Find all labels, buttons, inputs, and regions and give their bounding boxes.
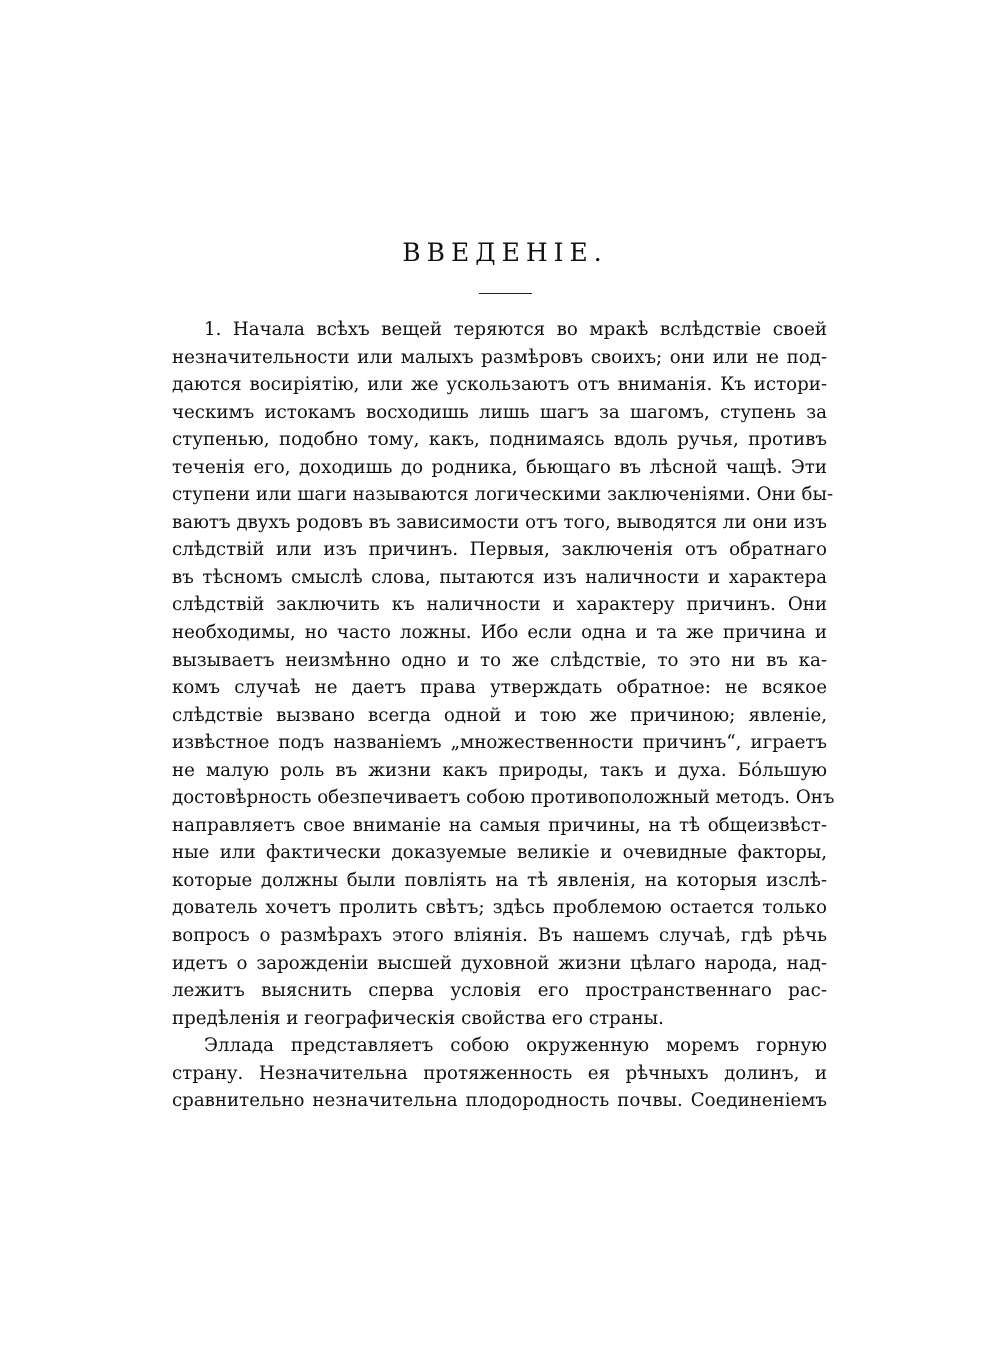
text-line: ваютъ двухъ родовъ въ зависимости отъ того, выводятся ли они изъ: [172, 511, 827, 533]
text-line: извѣстное подъ названіемъ „множественности причинъ“, играетъ: [172, 732, 827, 754]
text-line: сравнительно незначительна плодородность почвы. Соединеніемъ: [172, 1090, 827, 1112]
text-line: ступенью, подобно тому, какъ, поднимаясь вдоль ручья, противъ: [172, 429, 827, 451]
paragraph-1: [172, 316, 835, 1032]
text-line: не малую роль въ жизни какъ природы, такъ и духа. Бóльшую: [172, 759, 827, 781]
text-line: въ тѣсномъ смыслѣ слова, пытаются изъ наличности и характера: [172, 566, 827, 588]
text-line: идетъ о зарожденіи высшей духовной жизни цѣлаго народа, над-: [172, 952, 827, 974]
text-line: которые должны были повліять на тѣ явленія, на которыя изслѣ-: [172, 869, 827, 891]
text-line: теченія его, доходишь до родника, бьющаго въ лѣсной чащѣ. Эти: [172, 456, 827, 478]
body-text: [172, 316, 835, 1115]
text-line: слѣдствій заключить къ наличности и характеру причинъ. Они: [172, 594, 827, 616]
text-line: слѣдствій или изъ причинъ. Первыя, заключенія отъ обратнаго: [172, 539, 827, 561]
text-line: ческимъ истокамъ восходишь лишь шагъ за шагомъ, ступень за: [172, 401, 827, 423]
text-line: достовѣрность обезпечиваетъ собою противоположный методъ. Онъ: [172, 787, 835, 809]
text-line: даются восиріятію, или же ускользаютъ отъ вниманія. Къ истори-: [172, 374, 827, 396]
text-line: ступени или шаги называются логическими заключеніями. Они бы-: [172, 484, 834, 506]
text-line: Эллада представляетъ собою окруженную моремъ горную: [204, 1035, 827, 1057]
text-line: страну. Незначительна протяженность ея рѣчныхъ долинъ, и: [172, 1062, 827, 1084]
text-line: вопросъ о размѣрахъ этого вліянія. Въ нашемъ случаѣ, гдѣ рѣчь: [172, 925, 827, 947]
text-line: вызываетъ неизмѣнно одно и то же слѣдствіе, то это ни въ ка-: [172, 649, 827, 671]
text-line: незначительности или малыхъ размѣровъ своихъ; они или не под-: [172, 346, 827, 368]
text-line: 1. Начала всѣхъ вещей теряются во мракѣ вслѣдствіе своей: [204, 319, 827, 340]
text-line: слѣдствіе вызвано всегда одной и тою же причиною; явленіе,: [172, 704, 827, 726]
text-line: комъ случаѣ не даетъ права утверждать обратное: не всякое: [172, 677, 827, 699]
text-line: направляетъ свое вниманіе на самыя причины, на тѣ общеизвѣст-: [172, 814, 827, 836]
text-line: дователь хочетъ пролить свѣтъ; здѣсь проблемою остается только: [172, 897, 827, 919]
text-line: предѣленія и географическія свойства его страны.: [172, 1007, 664, 1029]
text-line: лежитъ выяснить сперва условія его пространственнаго рас-: [172, 980, 827, 1002]
text-line: необходимы, но часто ложны. Ибо если одна и та же причина и: [172, 622, 827, 644]
paragraph-2: [172, 1032, 827, 1115]
heading-divider: [479, 293, 532, 294]
text-line: ные или фактически доказуемые великіе и очевидные факторы,: [172, 842, 827, 864]
chapter-heading: ВВЕДЕНІЕ.: [402, 238, 608, 267]
